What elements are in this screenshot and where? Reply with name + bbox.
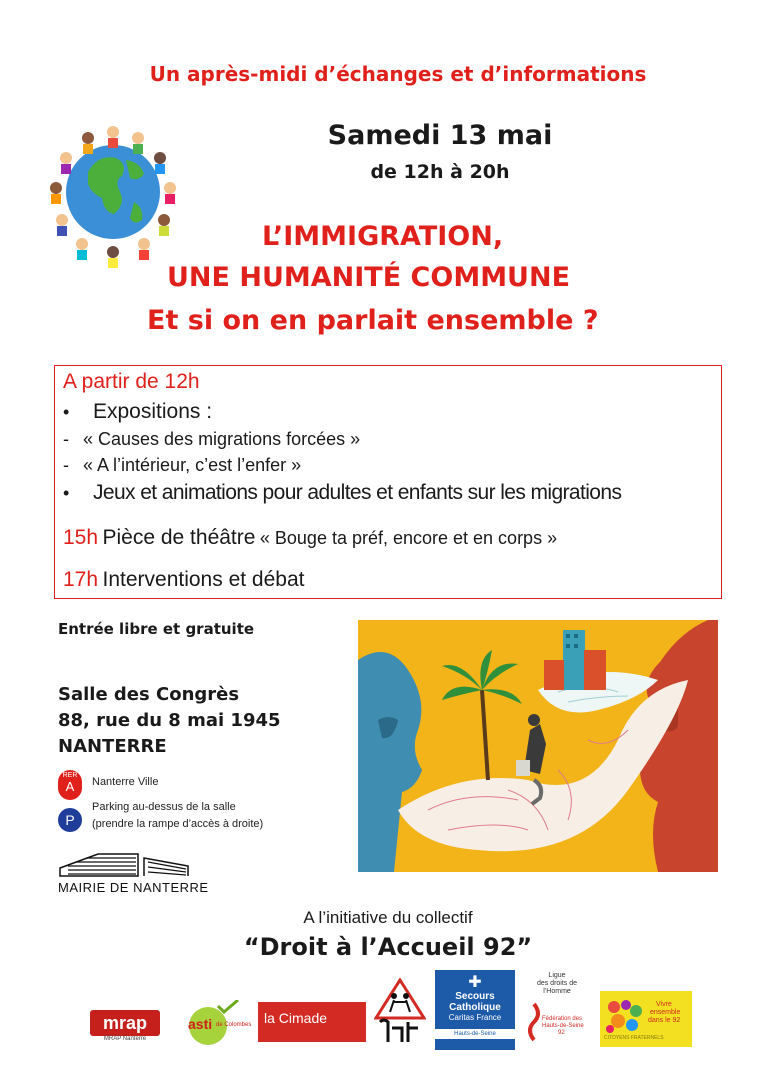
venue-city: NANTERRE (58, 736, 167, 757)
ldh-line-5: Hauts-de-Seine (542, 1023, 584, 1029)
ldh-logo (522, 972, 592, 1048)
asti-logo (178, 1000, 250, 1046)
ldh-line-3: l’Homme (543, 988, 571, 995)
collective-name: “Droit à l’Accueil 92” (243, 933, 533, 961)
migration-illustration (358, 620, 718, 872)
debate-time: 17h (63, 568, 99, 591)
expo-item-2-label: « A l’intérieur, c’est l’enfer » (83, 455, 302, 475)
secours-line-3: Caritas France (448, 1013, 502, 1022)
program-games (63, 481, 621, 505)
debate-label: Interventions et débat (102, 568, 305, 591)
secours-line-4: Hauts-de-Seine (435, 1029, 515, 1039)
initiative-text: A l’initiative du collectif (303, 908, 473, 927)
ldh-line-6: 92 (558, 1030, 565, 1036)
vivre-line-3: dans le 92 (648, 1017, 681, 1024)
free-entry-text: Entrée libre et gratuite (58, 620, 255, 638)
ldh-line-1: Ligue (548, 972, 566, 979)
rer-small-label: RER (62, 772, 78, 779)
headline-line-1: L’IMMIGRATION, (262, 221, 504, 252)
dash-icon: - (63, 455, 69, 475)
mrap-logo (90, 1010, 160, 1046)
vivre-ensemble-logo (600, 991, 692, 1047)
bullet-icon: • (63, 402, 70, 422)
venue-name: Salle des Congrès (58, 684, 240, 705)
parking-line-2: (prendre la rampe d’accès à droite) (92, 818, 264, 830)
parking-line-1: Parking au-dessus de la salle (92, 801, 236, 813)
vivre-line-1: Vivre (656, 1001, 672, 1008)
vivre-line-2: ensemble (650, 1009, 681, 1016)
venue-address: 88, rue du 8 mai 1945 (58, 710, 281, 731)
rer-station: Nanterre Ville (92, 776, 159, 788)
asti-logo-sub: de Colombes (216, 1022, 252, 1028)
cimade-logo (258, 1002, 366, 1042)
event-subtitle: Un après-midi d’échanges et d’informations (149, 62, 647, 86)
rer-line-letter: A (65, 779, 75, 794)
parking-icon: P (58, 808, 82, 832)
vivre-line-4: CITOYENS FRATERNELS (604, 1035, 664, 1041)
secours-line-1: Secours (455, 991, 495, 1002)
expo-item-1 (63, 429, 360, 450)
dash-icon: - (63, 429, 69, 449)
theatre-title: « Bouge ta préf, encore et en corps » (259, 528, 558, 548)
program-debate (63, 568, 304, 592)
globe-children-illustration (48, 110, 178, 270)
mrap-logo-sub: MRAP Nanterre (103, 1036, 147, 1042)
secours-catholique-logo (435, 970, 515, 1050)
rusf-logo (374, 978, 426, 1046)
cross-icon: ✚ (468, 972, 482, 991)
expositions-label: Expositions : (93, 400, 213, 423)
program-start-time: A partir de 12h (63, 370, 200, 393)
event-hours: de 12h à 20h (370, 161, 510, 183)
secours-line-2: Catholique (449, 1002, 501, 1013)
headline-line-3: Et si on en parlait ensemble ? (147, 305, 599, 336)
program-theatre (63, 526, 557, 550)
event-date: Samedi 13 mai (327, 120, 553, 151)
cimade-logo-text: la Cimade (264, 1010, 328, 1026)
mrap-logo-text: mrap (90, 1010, 160, 1036)
mairie-label: MAIRIE DE NANTERRE (58, 880, 209, 895)
ldh-line-2: des droits de (536, 980, 578, 987)
games-label: Jeux et animations pour adultes et enfants sur les migrations (93, 481, 622, 504)
bullet-icon: • (63, 483, 69, 503)
program-expositions (63, 400, 212, 424)
program-box (54, 365, 722, 599)
expo-item-2 (63, 455, 301, 476)
expo-item-1-label: « Causes des migrations forcées » (83, 429, 361, 449)
theatre-label: Pièce de théâtre (102, 526, 256, 549)
headline-line-2: UNE HUMANITÉ COMMUNE (167, 262, 571, 293)
asti-logo-text: asti (188, 1016, 213, 1032)
rer-icon (58, 770, 82, 800)
ldh-line-4: Fédération des (542, 1016, 583, 1022)
theatre-time: 15h (63, 526, 99, 549)
